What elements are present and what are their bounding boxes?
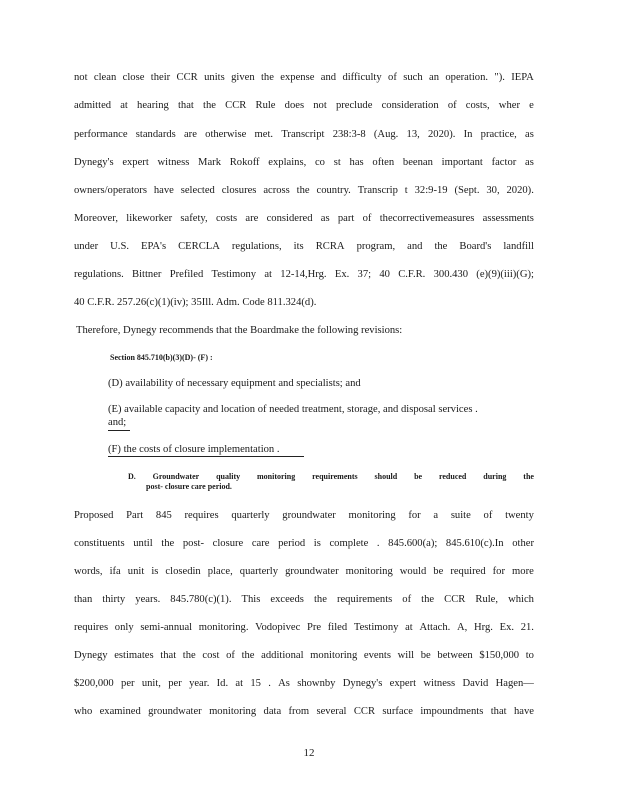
revision-item-f: (F) the costs of closure implementation .	[108, 444, 280, 455]
word: estimates	[114, 650, 154, 661]
word: Pre	[306, 622, 322, 633]
word: A,	[457, 622, 468, 633]
word: requires	[184, 510, 219, 521]
word: Part	[126, 510, 144, 521]
word: requirements	[312, 472, 358, 481]
word: quarterly	[231, 510, 270, 521]
word: groundwater	[285, 566, 339, 577]
word: such	[403, 72, 423, 83]
word: would	[399, 566, 427, 577]
word: a	[433, 510, 439, 521]
word: consideration	[381, 100, 439, 111]
word: is	[151, 566, 159, 577]
word: are	[245, 213, 259, 224]
word: Dynegy's	[74, 157, 114, 168]
word: requires	[74, 622, 109, 633]
line-text	[74, 565, 534, 578]
paragraph-line	[74, 240, 534, 253]
word: for	[408, 510, 421, 521]
word: Rule	[255, 100, 276, 111]
word: standards	[135, 129, 176, 140]
word: Testimony	[353, 622, 399, 633]
word: of	[362, 213, 372, 224]
word: the	[296, 185, 310, 196]
word: monitoring	[345, 566, 393, 577]
word: regulations,	[231, 241, 282, 252]
line-text	[74, 240, 534, 253]
word: CCR	[444, 594, 466, 605]
word: regulations.	[74, 269, 124, 280]
word: This	[241, 594, 261, 605]
word: Id.	[216, 678, 229, 689]
word: U.S.	[110, 241, 129, 252]
word: constituents	[74, 538, 125, 549]
word: has	[349, 157, 364, 168]
word: place,	[207, 566, 233, 577]
word: period	[278, 538, 306, 549]
word: Dynegy's	[342, 678, 383, 689]
word: As	[278, 678, 290, 689]
word: closure	[212, 538, 244, 549]
word: several	[316, 706, 347, 717]
word: 37;	[357, 269, 372, 280]
paragraph-line	[74, 296, 316, 309]
word: post-	[182, 538, 205, 549]
word: at	[235, 678, 244, 689]
word: of	[402, 594, 412, 605]
word: twenty	[505, 510, 534, 521]
word: program,	[356, 241, 396, 252]
word: for	[492, 566, 506, 577]
word: otherwise	[205, 129, 247, 140]
word: IEPA	[511, 72, 534, 83]
word: its	[293, 241, 304, 252]
word: units	[204, 72, 225, 83]
word: under	[74, 241, 99, 252]
paragraph-line	[74, 677, 534, 690]
word: witness	[423, 678, 456, 689]
word: practice,	[480, 129, 517, 140]
word: st	[333, 157, 341, 168]
word: as	[320, 213, 330, 224]
word: between	[437, 650, 473, 661]
word: semi-annual	[140, 622, 193, 633]
paragraph-line	[74, 268, 534, 281]
word: $200,000	[74, 678, 114, 689]
word: 40	[379, 269, 390, 280]
word: that	[490, 706, 507, 717]
word: 15	[250, 678, 261, 689]
paragraph-line	[74, 71, 534, 84]
word: safety,	[180, 213, 208, 224]
paragraph-line	[74, 184, 534, 197]
word: Transcrip	[357, 185, 398, 196]
word: 2020).	[428, 129, 456, 140]
word: RCRA	[315, 241, 345, 252]
word: t	[404, 185, 408, 196]
word: the	[203, 100, 216, 111]
word: CCR	[353, 706, 376, 717]
word: the	[523, 472, 534, 481]
line-text	[74, 537, 534, 550]
word: 30,	[486, 185, 500, 196]
word: the	[434, 241, 448, 252]
line-text	[74, 649, 534, 662]
word: groundwater	[148, 706, 202, 717]
word: part	[337, 213, 355, 224]
word: should	[374, 472, 398, 481]
word: monitoring	[310, 650, 358, 661]
word: clean	[93, 72, 117, 83]
word: their	[150, 72, 171, 83]
word: have	[153, 185, 174, 196]
word: only	[114, 622, 134, 633]
word: Vodopivec	[255, 622, 301, 633]
word: care	[251, 538, 270, 549]
word: 13,	[406, 129, 420, 140]
word: from	[288, 706, 310, 717]
word: Transcript	[281, 129, 325, 140]
word: than	[74, 594, 93, 605]
word: explains,	[268, 157, 307, 168]
word: have	[513, 706, 534, 717]
word: selected	[180, 185, 215, 196]
line-text	[74, 268, 534, 281]
word: Bittner	[132, 269, 162, 280]
word: performance	[74, 129, 128, 140]
word: difficulty	[342, 72, 382, 83]
word: be	[420, 650, 431, 661]
word: until	[133, 538, 153, 549]
word: admitted	[74, 100, 112, 111]
word: are	[183, 129, 197, 140]
word: of	[447, 100, 457, 111]
word: groundwater	[282, 510, 336, 521]
underline-mark	[108, 456, 304, 457]
word: expert	[122, 157, 149, 168]
word: 845.780(c)(1).	[170, 594, 232, 605]
word: of	[388, 72, 397, 83]
word: met.	[254, 129, 274, 140]
word: Groundwater	[152, 472, 200, 481]
word: operation.	[445, 72, 489, 83]
revision-item-e: (E) available capacity and location of needed treatment, storage, and disposal services .	[108, 404, 478, 415]
line-text	[74, 184, 534, 197]
word: requirements	[336, 594, 393, 605]
word: the	[260, 72, 274, 83]
word: ").	[494, 72, 505, 83]
word: which	[508, 594, 534, 605]
word: unit,	[141, 678, 161, 689]
word: during	[483, 472, 507, 481]
line-text	[74, 621, 534, 634]
revision-item-e-continued: and;	[108, 417, 127, 428]
word: Ex.	[334, 269, 350, 280]
word: across	[263, 185, 290, 196]
word: country.	[316, 185, 351, 196]
word: assessments	[482, 213, 534, 224]
word: Testimony	[211, 269, 257, 280]
word: 845.610(c).In	[445, 538, 504, 549]
word: suite	[450, 510, 471, 521]
word: complete	[329, 538, 369, 549]
word: more	[512, 566, 534, 577]
word: (Sept.	[454, 185, 480, 196]
word: at	[405, 622, 413, 633]
word: In	[463, 129, 473, 140]
word: Mark	[198, 157, 221, 168]
word: filed	[327, 622, 348, 633]
word: 238:3-8	[332, 129, 366, 140]
word: Rokoff	[229, 157, 260, 168]
word: costs	[215, 213, 238, 224]
line-text	[74, 593, 534, 606]
heading-line	[128, 472, 534, 482]
word: (e)(9)(iii)(G);	[476, 269, 534, 280]
word: year.	[189, 678, 210, 689]
word: hearing	[137, 100, 169, 111]
word: Ex.	[499, 622, 515, 633]
word: as	[525, 129, 534, 140]
word: examined	[99, 706, 141, 717]
revision-item-d: (D) availability of necessary equipment and specialists; and	[108, 378, 361, 389]
word: monitoring.	[198, 622, 249, 633]
word: the	[313, 594, 327, 605]
line-text	[74, 677, 534, 690]
word: Dynegy	[74, 650, 108, 661]
word: shownby	[297, 678, 336, 689]
word: owners/operators	[74, 185, 147, 196]
paragraph-line	[74, 99, 534, 112]
word: who	[74, 706, 93, 717]
word: co	[314, 157, 325, 168]
word: preclude	[335, 100, 373, 111]
word: costs,	[465, 100, 490, 111]
word: monitoring	[209, 706, 257, 717]
word: considered	[266, 213, 313, 224]
paragraph-line	[74, 509, 534, 522]
word: 12-14,Hrg.	[280, 269, 327, 280]
word: given	[231, 72, 255, 83]
word: closedin	[165, 566, 201, 577]
word: reduced	[438, 472, 467, 481]
word: Moreover,	[74, 213, 118, 224]
word: landfill	[503, 241, 534, 252]
paragraph-line	[74, 565, 534, 578]
paragraph-line	[74, 212, 534, 225]
section-heading-d	[128, 472, 534, 492]
paragraph-line	[74, 621, 534, 634]
heading-line: post- closure care period.	[146, 482, 232, 491]
word: words,	[74, 566, 103, 577]
word: e	[529, 100, 534, 111]
word: quarterly	[239, 566, 279, 577]
word: Proposed	[74, 510, 114, 521]
word: surface	[382, 706, 413, 717]
word: thecorrectivemeasures	[379, 213, 475, 224]
word: exceeds	[270, 594, 304, 605]
word: CERCLA	[178, 241, 220, 252]
line-text	[74, 156, 534, 169]
word: events	[363, 650, 391, 661]
word: .	[376, 538, 380, 549]
word: EPA's	[141, 241, 167, 252]
word: as	[525, 157, 534, 168]
word: data	[263, 706, 282, 717]
paragraph-line	[74, 593, 534, 606]
word: 845	[155, 510, 172, 521]
word: unit	[127, 566, 145, 577]
paragraph-line	[74, 649, 534, 662]
word: C.F.R.	[398, 269, 426, 280]
word: required	[450, 566, 486, 577]
word: cost	[202, 650, 220, 661]
word: (Aug.	[373, 129, 399, 140]
page-number: 12	[303, 747, 315, 759]
word: D.	[128, 472, 136, 481]
word: Rule,	[475, 594, 499, 605]
word: not	[74, 72, 88, 83]
word: that	[160, 650, 177, 661]
word: be	[414, 472, 423, 481]
word: Prefiled	[169, 269, 204, 280]
word: to	[525, 650, 534, 661]
word: at	[120, 100, 128, 111]
word: be	[433, 566, 444, 577]
word: of	[483, 510, 493, 521]
word: 32:9-19	[414, 185, 448, 196]
word: important	[441, 157, 483, 168]
word: quality	[216, 472, 241, 481]
word: of	[226, 650, 235, 661]
word: Hagen—	[495, 678, 534, 689]
line-text	[74, 99, 534, 112]
word: will	[397, 650, 415, 661]
word: often	[372, 157, 395, 168]
word: close	[122, 72, 145, 83]
word: impoundments	[420, 706, 484, 717]
word: and	[407, 241, 423, 252]
word: is	[313, 538, 321, 549]
word: ifa	[109, 566, 121, 577]
word: the	[241, 650, 255, 661]
line-text	[74, 509, 534, 522]
word: other	[512, 538, 534, 549]
line-text	[74, 71, 534, 84]
word: monitoring	[257, 472, 296, 481]
word: monitoring	[348, 510, 396, 521]
word: that	[177, 100, 194, 111]
word: at	[264, 269, 273, 280]
word: the	[182, 650, 196, 661]
word: Hrg.	[473, 622, 493, 633]
word: factor	[491, 157, 517, 168]
paragraph-line	[74, 537, 534, 550]
word: 2020).	[506, 185, 534, 196]
word: 21.	[520, 622, 534, 633]
paragraph-line	[74, 156, 534, 169]
underline-mark	[108, 430, 130, 431]
word: 845.600(a);	[388, 538, 438, 549]
word: beenan	[402, 157, 433, 168]
paragraph-line	[74, 128, 534, 141]
paragraph-line	[74, 705, 534, 718]
line-text	[74, 212, 534, 225]
word: $150,000	[479, 650, 520, 661]
word: Attach.	[419, 622, 451, 633]
word: Board's	[459, 241, 492, 252]
line-text	[74, 128, 534, 141]
word: witness	[157, 157, 190, 168]
word: CCR	[176, 72, 198, 83]
word: David	[462, 678, 489, 689]
word: an	[429, 72, 439, 83]
word: wher	[498, 100, 520, 111]
word: CCR	[225, 100, 247, 111]
word: the	[161, 538, 175, 549]
word: not	[313, 100, 327, 111]
word: additional	[261, 650, 304, 661]
word: thirty	[102, 594, 126, 605]
word: expert	[389, 678, 417, 689]
word: and	[320, 72, 337, 83]
word: years.	[135, 594, 161, 605]
word: likeworker	[126, 213, 173, 224]
section-label: Section 845.710(b)(3)(D)- (F) :	[110, 353, 213, 362]
word: expense	[280, 72, 315, 83]
line-text: 40 C.F.R. 257.26(c)(1)(iv); 35Ill. Adm. Code 811.324(d).	[74, 297, 317, 308]
recommendation-intro: Therefore, Dynegy recommends that the Boardmake the following revisions:	[76, 325, 403, 336]
word: 300.430	[433, 269, 469, 280]
word: does	[284, 100, 305, 111]
word: .	[268, 678, 271, 689]
word: per	[121, 678, 135, 689]
line-text	[74, 705, 534, 718]
word: the	[421, 594, 435, 605]
word: per	[168, 678, 182, 689]
word: closures	[221, 185, 257, 196]
